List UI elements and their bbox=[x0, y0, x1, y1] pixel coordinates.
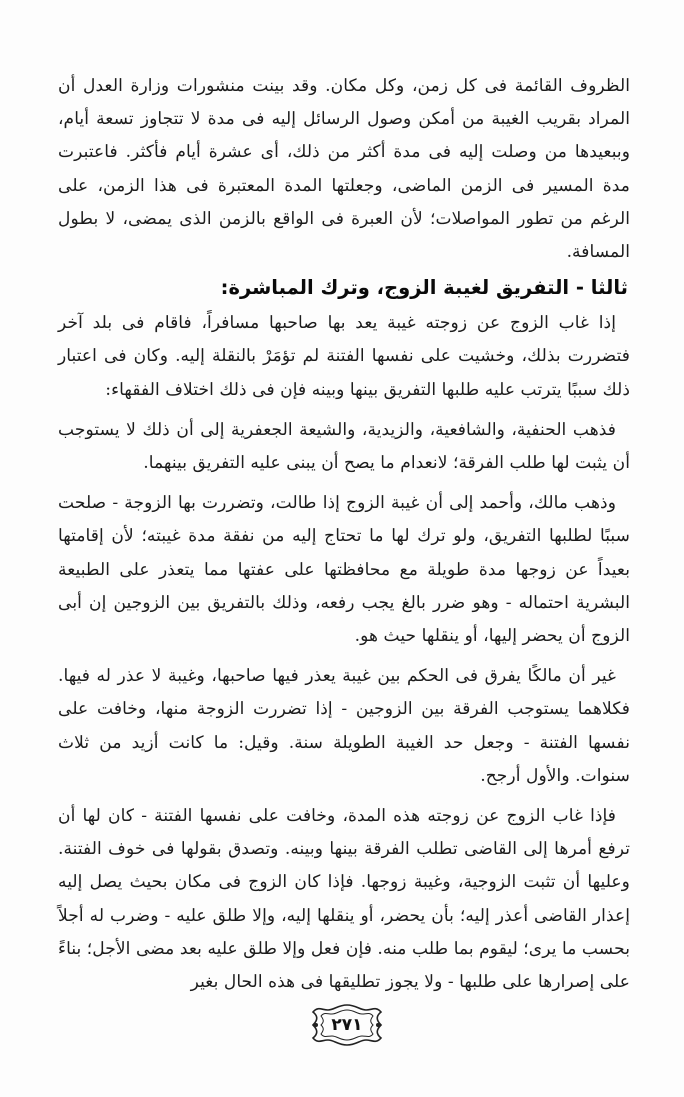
paragraph-maliki-hanbali-opinion: وذهب مالك، وأحمد إلى أن غيبة الزوج إذا طالت، وتضررت بها الزوجة - صلحت سببًا لطلبها التفريق، ولو ترك لها ما تحتاج إليه من نفقة مدة غيبته؛ لأن إقامتها بعيداً عن زوجها مدة طويلة مع محافظتها على عفتها مما يتعذر على الطبيعة البشرية احتماله - وهو ضرر بالغ يجب رفعه، وذلك بالتفريق بين الزوجين إن أبى الزوج أن يحضر إليها، أو ينقلها حيث هو. bbox=[58, 493, 630, 647]
paragraph-absence-intro: إذا غاب الزوج عن زوجته غيبة يعد بها صاحبها مسافراً، فاقام فى بلد آخر فتضررت بذلك، وخشيت على نفسها الفتنة لم تؤمَرْ بالنقلة إليه. وكان فى اعتبار ذلك سببًا يترتب عليه طلبها التفريق بينها وبينه فإن فى ذلك اختلاف الفقهاء: bbox=[58, 313, 630, 400]
page-number-ornament bbox=[310, 1002, 384, 1048]
page-body bbox=[58, 70, 630, 999]
paragraph-malik-distinction: غير أن مالكًا يفرق فى الحكم بين غيبة يعذر فيها صاحبها، وغيبة لا عذر له فيها. فكلاهما يستوجب الفرقة بين الزوجين - إذا تضررت الزوجة منها، وخافت على نفسها الفتنة - وجعل حد الغيبة الطويلة سنة. وقيل: ما كانت أزيد من ثلاث سنوات. والأول أرجح. bbox=[58, 666, 630, 786]
paragraph-hanafi-opinion: فذهب الحنفية، والشافعية، والزيدية، والشيعة الجعفرية إلى أن ذلك لا يستوجب أن يثبت لها طلب الفرقة؛ لانعدام ما يصح أن يبنى عليه التفريق بينهما. bbox=[58, 419, 630, 474]
paragraph-procedure: فإذا غاب الزوج عن زوجته هذه المدة، وخافت على نفسها الفتنة - كان لها أن ترفع أمرها إلى القاضى تطلب الفرقة بينها وبينه. وتصدق بقولها فى خوف الفتنة. وعليها أن تثبت الزوجية، وغيبة زوجها. فإذا كان الزوج فى مكان بحيث يصل إليه إعذار القاضى أعذر إليه؛ بأن يحضر، أو ينقلها إليه، وإلا طلق عليه - وضرب له أجلاً بحسب ما يرى؛ ليقوم بما طلب منه. فإن فعل وإلا طلق عليه بعد مضى الأجل؛ بناءً على إصرارها على طلبها - ولا يجوز تطليقها فى هذه الحال بغير bbox=[58, 806, 630, 993]
paragraph-continuation: الظروف القائمة فى كل زمن، وكل مكان. وقد بينت منشورات وزارة العدل أن المراد بقريب الغيبة من أمكن وصول الرسائل إليه فى مدة لا تتجاوز تسعة أيام، وببعيدها من وصلت إليه فى مدة أكثر من ذلك، أى عشرة أيام فأكثر. فاعتبرت مدة المسير فى الزمن الماضى، وجعلتها المدة المعتبرة فى هذا الزمن، على الرغم من تطور المواصلات؛ لأن العبرة فى الواقع بالزمن الذى يمضى، لا بطول المسافة. bbox=[58, 76, 630, 263]
page-number: ٢٧١ bbox=[331, 1015, 363, 1035]
section-heading: ثالثا - التفريق لغيبة الزوج، وترك المباشرة: bbox=[220, 276, 628, 300]
